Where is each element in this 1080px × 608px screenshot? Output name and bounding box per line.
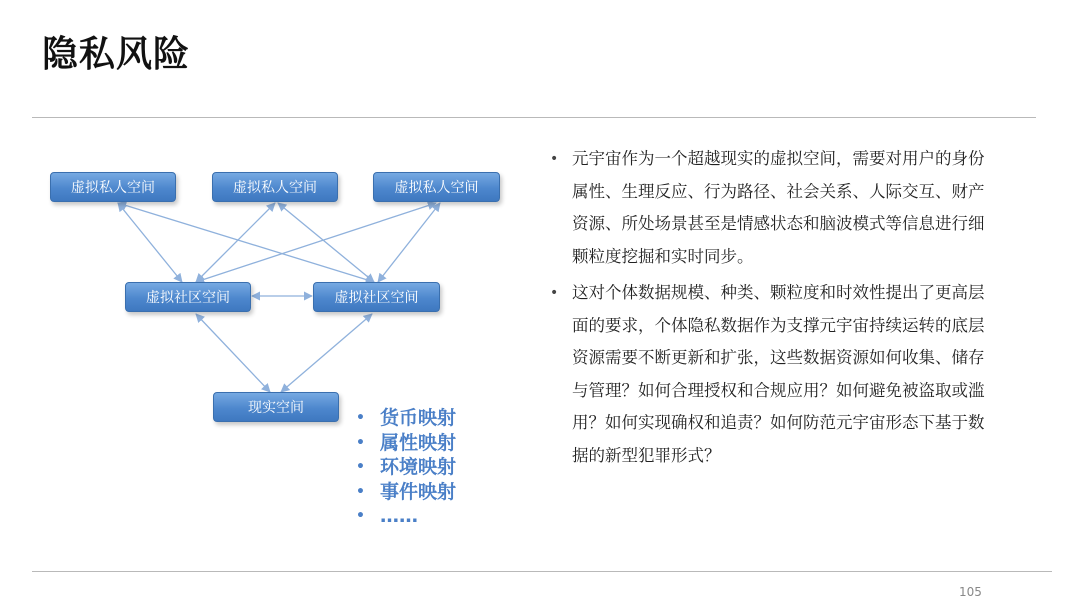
mapping-item: • 事件映射	[356, 480, 457, 503]
bullet-icon: •	[356, 410, 365, 426]
page-number: 105	[959, 585, 982, 599]
mapping-list	[356, 406, 456, 529]
edge-private1-community2	[118, 203, 374, 282]
bullet-icon: •	[550, 151, 559, 167]
edge-private3-community2	[378, 203, 440, 282]
bullet-icon: •	[356, 483, 365, 500]
mapping-item: • ……	[356, 505, 418, 527]
bullet-icon: •	[356, 508, 365, 524]
edge-community1-real	[196, 314, 270, 392]
mapping-item: • 环境映射	[356, 456, 457, 478]
edge-community2-real	[281, 314, 372, 392]
edge-private2-community1	[196, 203, 275, 282]
bottom-divider	[32, 571, 1052, 572]
node-private-space-3: 虚拟私人空间	[373, 172, 500, 202]
bullet-icon: •	[356, 434, 365, 451]
content-bullet-2: • 这对个体数据规模、种类、颗粒度和时效性提出了更高层面的要求，个体隐私数据作为支撑元宇宙持续运转的底层资源需要不断更新和扩张，这些数据资源如何收集、储存与管理？如何合理授权和合规应用？如何避免被盗取或滥用？如何实现确权和追责？如何防范元宇宙形态下基于数据的新型犯罪形式？	[548, 277, 998, 472]
edge-private1-community1	[118, 203, 182, 282]
content-bullet-1: • 元宇宙作为一个超越现实的虚拟空间，需要对用户的身份属性、生理反应、行为路径、社会关系、人际交互、财产资源、所处场景甚至是情感状态和脑波模式等信息进行细颗粒度挖掘和实时同步。	[548, 143, 998, 273]
node-private-space-1: 虚拟私人空间	[50, 172, 176, 202]
slide-title: 隐私风险	[42, 34, 191, 75]
bullet-icon: •	[356, 459, 365, 475]
node-private-space-2: 虚拟私人空间	[212, 172, 338, 202]
node-real-space: 现实空间	[213, 392, 339, 422]
edge-private3-community1	[196, 203, 436, 282]
node-community-space-2: 虚拟社区空间	[313, 282, 440, 312]
edge-private2-community2	[278, 203, 374, 282]
mapping-item: • 货币映射	[356, 407, 457, 429]
node-community-space-1: 虚拟社区空间	[125, 282, 251, 312]
content-bullets	[548, 143, 998, 476]
bullet-icon: •	[550, 285, 559, 301]
mapping-item: • 属性映射	[356, 431, 457, 454]
